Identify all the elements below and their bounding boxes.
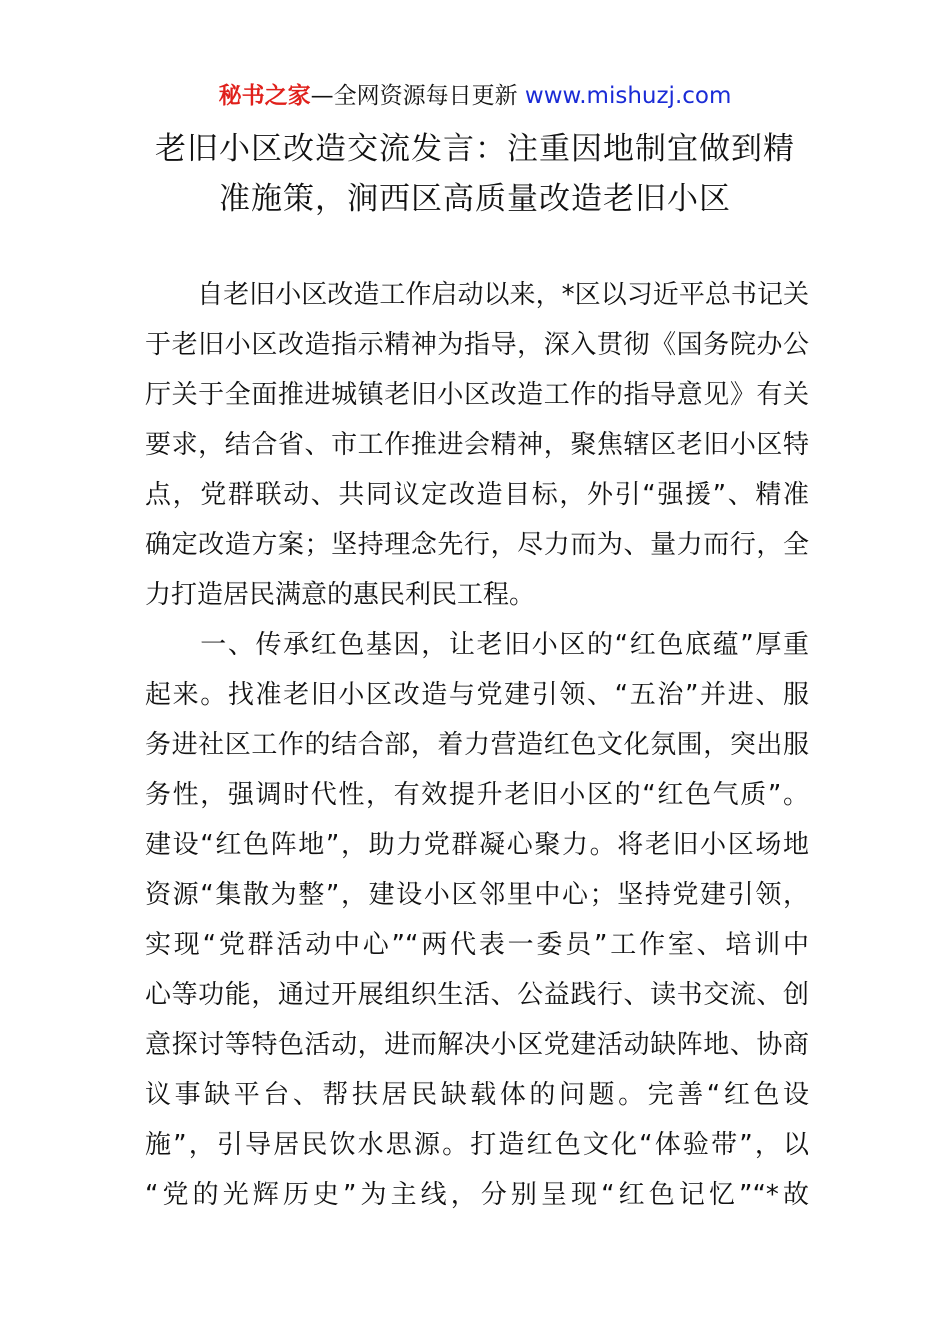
text-line: 于老旧小区改造指示精神为指导，深入贯彻《国务院办公 xyxy=(145,330,809,360)
document-title xyxy=(100,124,850,224)
site-name: 秘书之家 xyxy=(218,83,311,109)
site-slogan: —全网资源每日更新 xyxy=(310,83,525,109)
paragraph-intro xyxy=(145,270,809,620)
document-body xyxy=(145,270,809,1220)
text-line: 务进社区工作的结合部，着力营造红色文化氛围，突出服 xyxy=(145,730,809,760)
text-line: 点，党群联动、共同议定改造目标，外引“强援”、精准 xyxy=(145,480,809,510)
text-line: “党的光辉历史”为主线，分别呈现“红色记忆”“*故 xyxy=(145,1180,809,1210)
text-line: 力打造居民满意的惠民利民工程。 xyxy=(145,580,536,610)
text-line: 起来。找准老旧小区改造与党建引领、“五治”并进、服 xyxy=(145,680,809,710)
text-line: 要求，结合省、市工作推进会精神，聚焦辖区老旧小区特 xyxy=(145,430,809,460)
text-line: 务性，强调时代性，有效提升老旧小区的“红色气质”。 xyxy=(145,780,809,810)
text-line: 确定改造方案；坚持理念先行，尽力而为、量力而行，全 xyxy=(145,530,809,560)
title-line-1: 老旧小区改造交流发言：注重因地制宜做到精 xyxy=(155,131,795,167)
text-line: 自老旧小区改造工作启动以来，*区以习近平总书记关 xyxy=(145,280,809,310)
text-line: 心等功能，通过开展组织生活、公益践行、读书交流、创 xyxy=(145,980,809,1010)
text-line: 资源“集散为整”，建设小区邻里中心；坚持党建引领， xyxy=(145,880,809,910)
text-line: 一、传承红色基因，让老旧小区的“红色底蕴”厚重 xyxy=(145,630,809,660)
text-line: 议事缺平台、帮扶居民缺载体的问题。完善“红色设 xyxy=(145,1080,809,1110)
text-line: 建设“红色阵地”，助力党群凝心聚力。将老旧小区场地 xyxy=(145,830,809,860)
text-line: 实现“党群活动中心”“两代表一委员”工作室、培训中 xyxy=(145,930,809,960)
text-line: 意探讨等特色活动，进而解决小区党建活动缺阵地、协商 xyxy=(145,1030,809,1060)
site-header xyxy=(0,80,950,112)
text-line: 厅关于全面推进城镇老旧小区改造工作的指导意见》有关 xyxy=(145,380,809,410)
text-line: 施”，引导居民饮水思源。打造红色文化“体验带”，以 xyxy=(145,1130,809,1160)
paragraph-section-1 xyxy=(145,620,809,1220)
title-line-2: 准施策，涧西区高质量改造老旧小区 xyxy=(219,181,731,217)
site-url-link[interactable]: www.mishuzj.com xyxy=(524,83,732,109)
